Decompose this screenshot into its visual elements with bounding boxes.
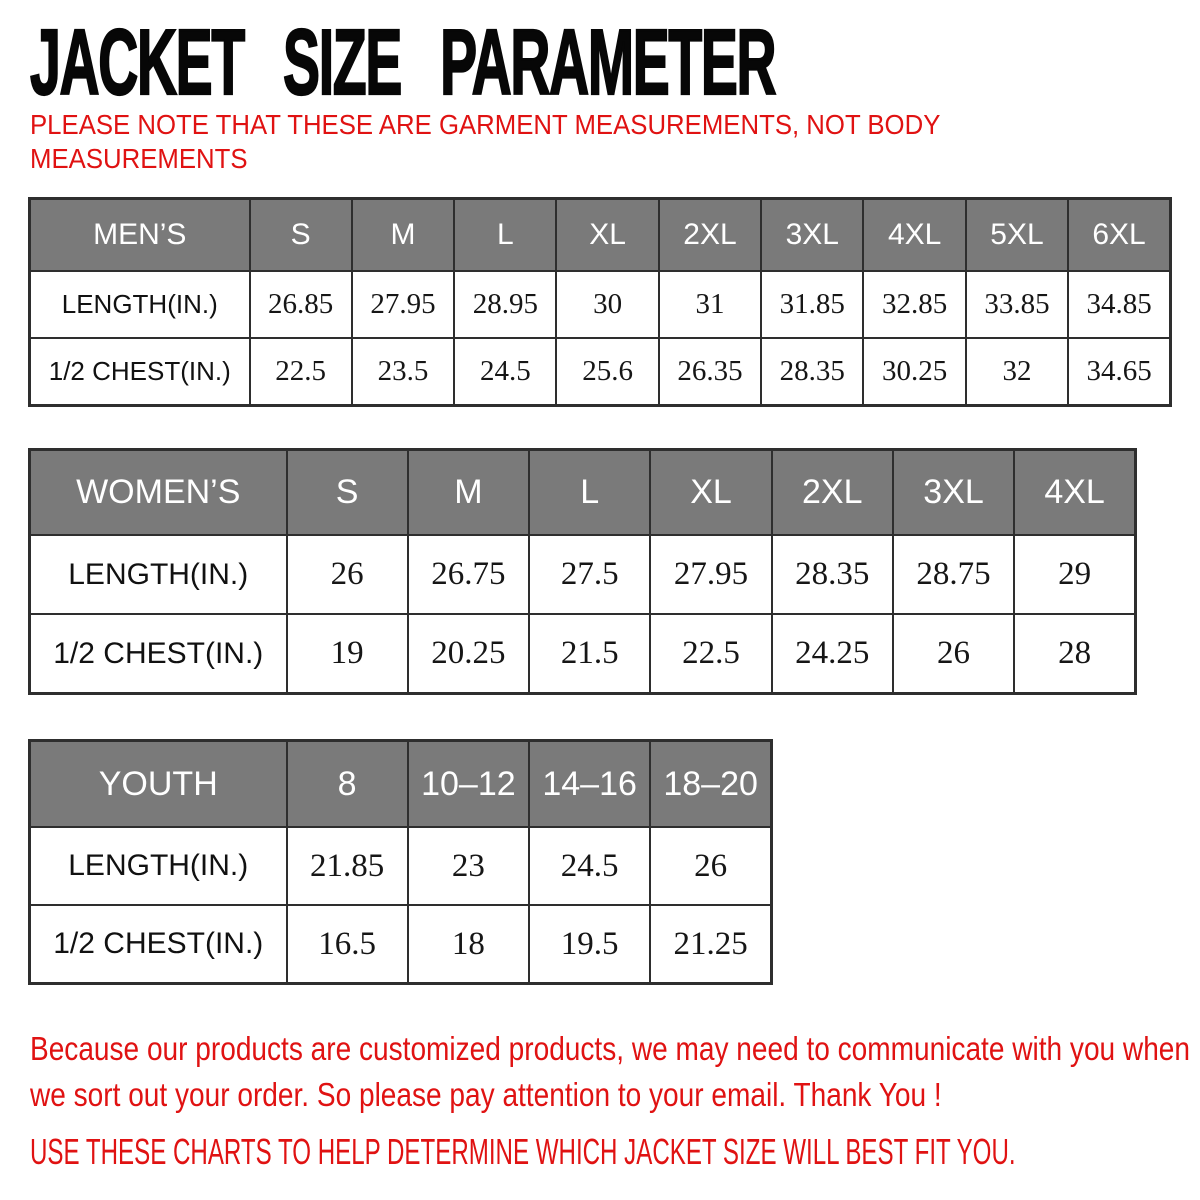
- row-label: 1/2 CHEST(IN.): [30, 905, 287, 984]
- size-header-cell: 3XL: [761, 199, 863, 272]
- value-cell: 27.95: [650, 535, 771, 614]
- table-title-cell: YOUTH: [30, 741, 287, 828]
- value-cell: 31.85: [761, 271, 863, 338]
- value-cell: 28.95: [454, 271, 556, 338]
- value-cell: 32.85: [863, 271, 965, 338]
- size-header-cell: XL: [650, 450, 771, 536]
- row-label: 1/2 CHEST(IN.): [30, 338, 250, 406]
- value-cell: 22.5: [250, 338, 352, 406]
- value-cell: 24.25: [772, 614, 893, 694]
- value-cell: 24.5: [454, 338, 556, 406]
- value-cell: 34.65: [1068, 338, 1170, 406]
- value-cell: 19.5: [529, 905, 650, 984]
- value-cell: 23: [408, 827, 529, 905]
- value-cell: 27.95: [352, 271, 454, 338]
- value-cell: 21.5: [529, 614, 650, 694]
- chart-usage-note: USE THESE CHARTS TO HELP DETERMINE WHICH JACKET SIZE WILL BEST FIT YOU.: [30, 1131, 1016, 1172]
- row-label: LENGTH(IN.): [30, 827, 287, 905]
- row-label: LENGTH(IN.): [30, 535, 287, 614]
- value-cell: 29: [1014, 535, 1135, 614]
- customization-notice: Because our products are customized products, we may need to communicate with you when we sort out your order. So please pay attention to your email. Thank You !: [30, 1030, 1190, 1114]
- row-label: 1/2 CHEST(IN.): [30, 614, 287, 694]
- size-header-cell: M: [408, 450, 529, 536]
- size-header-cell: L: [529, 450, 650, 536]
- size-header-cell: 8: [287, 741, 408, 828]
- value-cell: 31: [659, 271, 761, 338]
- value-cell: 26: [287, 535, 408, 614]
- value-cell: 19: [287, 614, 408, 694]
- size-header-cell: 18–20: [650, 741, 771, 828]
- size-header-cell: 5XL: [966, 199, 1068, 272]
- size-header-cell: L: [454, 199, 556, 272]
- size-header-cell: 4XL: [1014, 450, 1135, 536]
- value-cell: 28: [1014, 614, 1135, 694]
- value-cell: 34.85: [1068, 271, 1170, 338]
- value-cell: 16.5: [287, 905, 408, 984]
- value-cell: 26.75: [408, 535, 529, 614]
- mens-size-table: [28, 197, 1172, 407]
- size-header-cell: M: [352, 199, 454, 272]
- size-header-cell: S: [287, 450, 408, 536]
- value-cell: 30: [556, 271, 658, 338]
- value-cell: 28.35: [772, 535, 893, 614]
- page-title: JACKET SIZE PARAMETER: [30, 10, 776, 114]
- size-header-cell: 3XL: [893, 450, 1014, 536]
- value-cell: 21.25: [650, 905, 771, 984]
- size-header-cell: 14–16: [529, 741, 650, 828]
- value-cell: 26: [893, 614, 1014, 694]
- value-cell: 21.85: [287, 827, 408, 905]
- table-title-cell: MEN’S: [30, 199, 250, 272]
- table-title-cell: WOMEN’S: [30, 450, 287, 536]
- value-cell: 28.75: [893, 535, 1014, 614]
- value-cell: 23.5: [352, 338, 454, 406]
- garment-measurement-note: PLEASE NOTE THAT THESE ARE GARMENT MEASUREMENTS, NOT BODY MEASUREMENTS: [30, 109, 940, 175]
- value-cell: 27.5: [529, 535, 650, 614]
- value-cell: 26.35: [659, 338, 761, 406]
- value-cell: 18: [408, 905, 529, 984]
- value-cell: 32: [966, 338, 1068, 406]
- size-header-cell: 2XL: [772, 450, 893, 536]
- value-cell: 33.85: [966, 271, 1068, 338]
- row-label: LENGTH(IN.): [30, 271, 250, 338]
- womens-size-table: [28, 448, 1137, 695]
- size-header-cell: 10–12: [408, 741, 529, 828]
- value-cell: 28.35: [761, 338, 863, 406]
- value-cell: 30.25: [863, 338, 965, 406]
- value-cell: 26.85: [250, 271, 352, 338]
- size-header-cell: 4XL: [863, 199, 965, 272]
- value-cell: 25.6: [556, 338, 658, 406]
- value-cell: 24.5: [529, 827, 650, 905]
- size-header-cell: S: [250, 199, 352, 272]
- size-header-cell: 6XL: [1068, 199, 1170, 272]
- size-header-cell: 2XL: [659, 199, 761, 272]
- value-cell: 26: [650, 827, 771, 905]
- size-header-cell: XL: [556, 199, 658, 272]
- value-cell: 22.5: [650, 614, 771, 694]
- value-cell: 20.25: [408, 614, 529, 694]
- youth-size-table: [28, 739, 773, 985]
